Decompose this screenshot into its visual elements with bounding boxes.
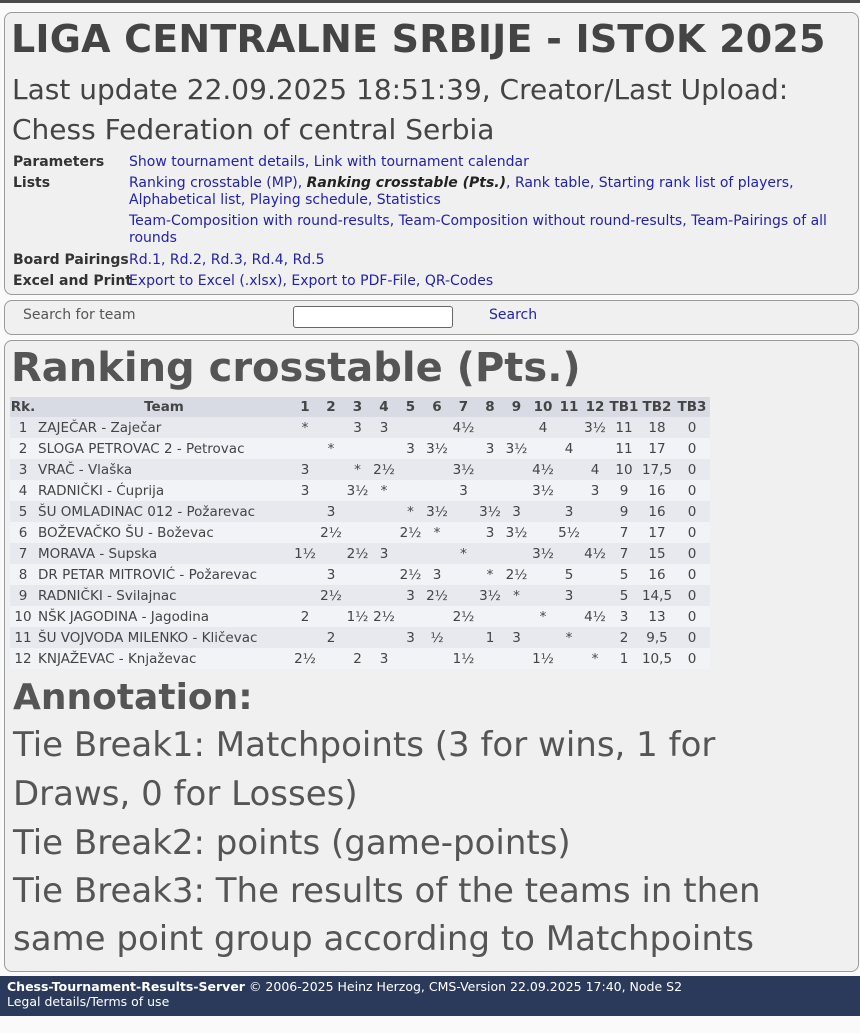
crosstable-header-row (10, 397, 710, 417)
table-row (10, 459, 710, 480)
rank-cell: 7 (10, 543, 36, 564)
result-cell (397, 417, 424, 438)
result-cell (450, 585, 477, 606)
result-cell (397, 606, 424, 627)
link-ranking-crosstable-pts[interactable]: Ranking crosstable (Pts.) (306, 175, 507, 191)
table-row (10, 564, 710, 585)
result-cell: 3 (397, 627, 424, 648)
link-round-1[interactable]: Rd.1 (129, 252, 161, 268)
result-cell (582, 438, 608, 459)
link-ranking-crosstable-mp[interactable]: Ranking crosstable (MP) (129, 175, 298, 191)
result-cell: ½ (424, 627, 450, 648)
result-cell: 3 (556, 501, 582, 522)
top-border (0, 0, 860, 3)
result-cell: * (397, 501, 424, 522)
result-cell: 2 (344, 648, 371, 669)
table-row (10, 543, 710, 564)
result-cell (318, 543, 344, 564)
link-rank-table[interactable]: Rank table (514, 175, 590, 191)
result-cell (477, 606, 503, 627)
tiebreak-cell: 17 (640, 522, 674, 543)
result-cell (424, 543, 450, 564)
result-cell: 3 (292, 459, 318, 480)
link-starting-rank-list[interactable]: Starting rank list of players (598, 175, 790, 191)
result-cell: * (450, 543, 477, 564)
col-header-round: 1 (292, 397, 318, 417)
crosstable-title: Ranking crosstable (Pts.) (11, 345, 581, 391)
result-cell (450, 522, 477, 543)
col-header-team: Team (36, 397, 292, 417)
parameters-label: Parameters (13, 154, 105, 170)
result-cell: 1½ (530, 648, 556, 669)
result-cell (292, 501, 318, 522)
team-name-cell[interactable]: ŠU OMLADINAC 012 - Požarevac (36, 501, 292, 522)
table-row (10, 648, 710, 669)
team-name-cell[interactable]: DR PETAR MITROVIĆ - Požarevac (36, 564, 292, 585)
result-cell (477, 480, 503, 501)
result-cell: * (292, 417, 318, 438)
result-cell (371, 438, 397, 459)
rank-cell: 8 (10, 564, 36, 585)
tournament-header: LIGA CENTRALNE SRBIJE - ISTOK 2025 Last update 22.09.2025 18:51:39, Creator/Last Upload: Chess Federation of central Serbia Parameters Show tournament details, Link with tournament calendar Lists Ranking crosstable (MP), Ranking crosstable (Pts.), Rank table, Starting rank list of players, Alphabetical list, Playing schedule, Statistics Team-Composition with round-results, Team-Composition without round-results, Team-Pairings of all rounds Board Pairings Rd.1, Rd.2, Rd.3, Rd.4, Rd.5 Excel and Print Export to Excel (.xlsx), Export to PDF-File, QR-Codes (4, 12, 859, 295)
team-name-cell[interactable]: BOŽEVAČKO ŠU - Boževac (36, 522, 292, 543)
tiebreak-cell: 5 (608, 585, 640, 606)
table-row (10, 606, 710, 627)
tiebreak-cell: 17 (640, 438, 674, 459)
result-cell (503, 417, 530, 438)
team-name-cell[interactable]: SLOGA PETROVAC 2 - Petrovac (36, 438, 292, 459)
result-cell: * (424, 522, 450, 543)
ranking-crosstable (10, 397, 710, 669)
table-row (10, 480, 710, 501)
tiebreak-cell: 1 (608, 648, 640, 669)
col-header-round: 4 (371, 397, 397, 417)
result-cell: 3½ (424, 438, 450, 459)
result-cell: 3 (477, 522, 503, 543)
result-cell (582, 564, 608, 585)
tiebreak-cell: 0 (674, 543, 710, 564)
result-cell: 3 (424, 564, 450, 585)
result-cell (371, 501, 397, 522)
col-header-round: 12 (582, 397, 608, 417)
team-name-cell[interactable]: MORAVA - Supska (36, 543, 292, 564)
result-cell (371, 585, 397, 606)
result-cell (477, 543, 503, 564)
result-cell (556, 459, 582, 480)
rank-cell: 10 (10, 606, 36, 627)
team-name-cell[interactable]: KNJAŽEVAC - Knjaževac (36, 648, 292, 669)
result-cell: 3½ (503, 438, 530, 459)
link-qr-codes[interactable]: QR-Codes (424, 273, 494, 289)
result-cell: 4 (530, 417, 556, 438)
result-cell (582, 627, 608, 648)
last-update-text: Last update 22.09.2025 18:51:39, Creator/Last Upload: (12, 73, 789, 106)
result-cell (371, 564, 397, 585)
link-export-pdf[interactable]: Export to PDF-File (291, 273, 416, 289)
result-cell (556, 606, 582, 627)
col-header-tb1: TB1 (609, 399, 639, 415)
lists-label: Lists (13, 175, 51, 191)
footer-brand: Chess-Tournament-Results-Server (7, 979, 245, 994)
col-header-round: 5 (397, 397, 424, 417)
tiebreak-cell: 0 (674, 648, 710, 669)
result-cell: 2½ (397, 564, 424, 585)
result-cell (556, 648, 582, 669)
result-cell (344, 564, 371, 585)
tiebreak-cell: 0 (674, 417, 710, 438)
result-cell (344, 627, 371, 648)
result-cell: 3 (318, 564, 344, 585)
col-header-round: 3 (344, 397, 371, 417)
team-name-cell[interactable]: RADNIČKI - Ćuprija (36, 480, 292, 501)
tiebreak-cell: 2 (608, 627, 640, 648)
table-row (10, 627, 710, 648)
link-round-5[interactable]: Rd.5 (292, 252, 325, 268)
result-cell: 2½ (503, 564, 530, 585)
result-cell: 3 (318, 501, 344, 522)
result-cell: 3½ (477, 501, 503, 522)
result-cell: 2½ (424, 585, 450, 606)
result-cell (556, 480, 582, 501)
result-cell: 3 (556, 585, 582, 606)
tiebreak-cell: 11 (608, 417, 640, 438)
result-cell: 2½ (450, 606, 477, 627)
annotation-line: same point group according to Matchpoints (13, 919, 754, 959)
result-cell (530, 585, 556, 606)
result-cell (424, 417, 450, 438)
result-cell: 5½ (556, 522, 582, 543)
tiebreak-cell: 0 (674, 501, 710, 522)
result-cell (450, 501, 477, 522)
result-cell (318, 606, 344, 627)
result-cell: 2½ (344, 543, 371, 564)
result-cell: 3 (450, 480, 477, 501)
result-cell: 4½ (582, 606, 608, 627)
result-cell (503, 480, 530, 501)
annotation-title: Annotation: (13, 677, 253, 718)
result-cell (424, 606, 450, 627)
table-row (10, 501, 710, 522)
result-cell (292, 564, 318, 585)
result-cell (477, 417, 503, 438)
result-cell: 3½ (477, 585, 503, 606)
result-cell (450, 438, 477, 459)
team-name-cell[interactable]: ZAJEČAR - Zaječar (36, 417, 292, 438)
result-cell (318, 480, 344, 501)
result-cell (397, 480, 424, 501)
tiebreak-cell: 9 (608, 501, 640, 522)
tournament-title: LIGA CENTRALNE SRBIJE - ISTOK 2025 (11, 17, 826, 61)
table-row (10, 417, 710, 438)
tiebreak-cell: 16 (640, 564, 674, 585)
tiebreak-cell: 13 (640, 606, 674, 627)
result-cell: * (344, 459, 371, 480)
result-cell: 5 (556, 564, 582, 585)
result-cell (318, 459, 344, 480)
result-cell: 3½ (530, 543, 556, 564)
tiebreak-cell: 0 (674, 564, 710, 585)
result-cell: 3 (477, 438, 503, 459)
result-cell: * (318, 438, 344, 459)
result-cell (397, 648, 424, 669)
result-cell: 3½ (530, 480, 556, 501)
result-cell (318, 648, 344, 669)
result-cell (556, 417, 582, 438)
tiebreak-cell: 16 (640, 501, 674, 522)
creator-text: Chess Federation of central Serbia (12, 113, 495, 146)
link-team-pairings-all-rounds[interactable]: Team-Pairings of all rounds (129, 213, 827, 246)
result-cell (503, 543, 530, 564)
result-cell (371, 627, 397, 648)
result-cell: 3½ (582, 417, 608, 438)
result-cell: 4½ (530, 459, 556, 480)
rank-cell: 12 (10, 648, 36, 669)
team-name-cell[interactable]: RADNIČKI - Svilajnac (36, 585, 292, 606)
result-cell (344, 438, 371, 459)
annotation-line: Tie Break1: Matchpoints (3 for wins, 1 for (13, 725, 716, 765)
result-cell: 3 (582, 480, 608, 501)
col-header-round: 10 (530, 397, 556, 417)
result-cell (344, 501, 371, 522)
result-cell (292, 585, 318, 606)
tiebreak-cell: 15 (640, 543, 674, 564)
result-cell: 1 (477, 627, 503, 648)
result-cell: 3½ (503, 522, 530, 543)
result-cell: 1½ (344, 606, 371, 627)
tiebreak-cell: 0 (674, 522, 710, 543)
result-cell (450, 627, 477, 648)
footer-copyright: © 2006-2025 Heinz Herzog, CMS-Version 22.09.2025 17:40, Node S2 (248, 979, 683, 994)
tiebreak-cell: 0 (674, 438, 710, 459)
result-cell: * (582, 648, 608, 669)
result-cell (530, 438, 556, 459)
rank-cell: 2 (10, 438, 36, 459)
col-header-round: 9 (503, 397, 530, 417)
col-header-rank: Rk. (10, 399, 36, 415)
link-round-3[interactable]: Rd.3 (210, 252, 243, 268)
result-cell: 3 (371, 417, 397, 438)
tiebreak-cell: 0 (674, 627, 710, 648)
team-name-cell[interactable]: VRAČ - Vlaška (36, 459, 292, 480)
col-header-tb2: TB2 (640, 397, 674, 417)
result-cell: * (503, 585, 530, 606)
link-playing-schedule[interactable]: Playing schedule (249, 192, 368, 208)
result-cell (530, 522, 556, 543)
tiebreak-cell: 7 (608, 543, 640, 564)
result-cell: 4½ (582, 543, 608, 564)
result-cell: 4 (582, 459, 608, 480)
result-cell (582, 501, 608, 522)
col-header-tb3: TB3 (674, 397, 710, 417)
result-cell (292, 522, 318, 543)
team-search-bar (4, 300, 859, 335)
result-cell: 3 (503, 627, 530, 648)
link-round-2[interactable]: Rd.2 (169, 252, 202, 268)
team-name-cell[interactable]: NŠK JAGODINA - Jagodina (36, 606, 292, 627)
result-cell: 3 (371, 648, 397, 669)
result-cell (582, 585, 608, 606)
result-cell (344, 522, 371, 543)
result-cell: 2 (292, 606, 318, 627)
tiebreak-cell: 10,5 (640, 648, 674, 669)
result-cell (424, 459, 450, 480)
tiebreak-cell: 0 (674, 459, 710, 480)
link-statistics[interactable]: Statistics (376, 192, 441, 208)
search-input[interactable] (293, 306, 453, 328)
tiebreak-cell: 18 (640, 417, 674, 438)
link-show-tournament-details[interactable]: Show tournament details (129, 154, 305, 170)
table-row (10, 585, 710, 606)
result-cell (397, 459, 424, 480)
col-header-round: 11 (556, 397, 582, 417)
annotation-line: Tie Break2: points (game-points) (13, 823, 571, 863)
result-cell: 2½ (318, 522, 344, 543)
result-cell (318, 417, 344, 438)
result-cell: 3 (397, 585, 424, 606)
col-header-round: 2 (318, 397, 344, 417)
crosstable-panel (4, 340, 859, 972)
result-cell (503, 459, 530, 480)
result-cell: 2½ (318, 585, 344, 606)
tiebreak-cell: 5 (608, 564, 640, 585)
result-cell (424, 480, 450, 501)
rank-cell: 4 (10, 480, 36, 501)
result-cell (530, 501, 556, 522)
result-cell: 2 (318, 627, 344, 648)
result-cell: 2½ (397, 522, 424, 543)
result-cell: 2½ (371, 459, 397, 480)
link-team-composition-with-results[interactable]: Team-Composition with round-results (129, 213, 390, 229)
result-cell (292, 438, 318, 459)
tiebreak-cell: 16 (640, 480, 674, 501)
result-cell (292, 627, 318, 648)
tiebreak-cell: 3 (608, 606, 640, 627)
result-cell: 3½ (450, 459, 477, 480)
tiebreak-cell: 0 (674, 606, 710, 627)
result-cell (582, 522, 608, 543)
link-team-composition-without-results[interactable]: Team-Composition without round-results (398, 213, 683, 229)
search-button[interactable]: Search (489, 307, 538, 323)
tiebreak-cell: 9,5 (640, 627, 674, 648)
result-cell: 3 (371, 543, 397, 564)
result-cell: * (371, 480, 397, 501)
result-cell: 3 (292, 480, 318, 501)
rank-cell: 5 (10, 501, 36, 522)
link-alphabetical-list[interactable]: Alphabetical list (129, 192, 241, 208)
result-cell (344, 585, 371, 606)
result-cell: * (530, 606, 556, 627)
link-tournament-calendar[interactable]: Link with tournament calendar (313, 154, 529, 170)
page-footer (0, 976, 860, 1016)
annotation-line: Tie Break3: The results of the teams in then (13, 871, 761, 911)
result-cell: 3 (503, 501, 530, 522)
footer-legal-link[interactable]: Legal details/Terms of use (7, 994, 170, 1009)
rank-cell: 6 (10, 522, 36, 543)
tiebreak-cell: 7 (608, 522, 640, 543)
search-label: Search for team (23, 307, 136, 323)
result-cell: 1½ (450, 648, 477, 669)
result-cell (530, 627, 556, 648)
rank-cell: 3 (10, 459, 36, 480)
col-header-round: 7 (450, 397, 477, 417)
result-cell: 3½ (344, 480, 371, 501)
tiebreak-cell: 10 (608, 459, 640, 480)
tiebreak-cell: 17,5 (640, 459, 674, 480)
result-cell: 1½ (292, 543, 318, 564)
team-name-cell[interactable]: ŠU VOJVODA MILENKO - Kličevac (36, 627, 292, 648)
result-cell (503, 606, 530, 627)
result-cell (397, 543, 424, 564)
result-cell (424, 648, 450, 669)
tiebreak-cell: 0 (674, 480, 710, 501)
excel-print-label: Excel and Print (13, 273, 132, 289)
link-round-4[interactable]: Rd.4 (251, 252, 284, 268)
result-cell: 3½ (424, 501, 450, 522)
result-cell (530, 564, 556, 585)
tiebreak-cell: 14,5 (640, 585, 674, 606)
crosstable-body (10, 417, 710, 669)
result-cell: 2½ (292, 648, 318, 669)
col-header-round: 8 (477, 397, 503, 417)
result-cell: 3 (344, 417, 371, 438)
tiebreak-cell: 11 (608, 438, 640, 459)
result-cell (503, 648, 530, 669)
result-cell: 3 (397, 438, 424, 459)
result-cell: * (477, 564, 503, 585)
rank-cell: 1 (10, 417, 36, 438)
result-cell: * (556, 627, 582, 648)
rank-cell: 9 (10, 585, 36, 606)
table-row (10, 522, 710, 543)
result-cell: 4 (556, 438, 582, 459)
rank-cell: 11 (10, 627, 36, 648)
board-pairings-label: Board Pairings (13, 252, 129, 268)
result-cell (477, 648, 503, 669)
col-header-round: 6 (424, 397, 450, 417)
result-cell: 4½ (450, 417, 477, 438)
result-cell (556, 543, 582, 564)
table-row (10, 438, 710, 459)
tiebreak-cell: 0 (674, 585, 710, 606)
result-cell (450, 564, 477, 585)
result-cell (371, 522, 397, 543)
tiebreak-cell: 9 (608, 480, 640, 501)
link-export-excel[interactable]: Export to Excel (.xlsx) (129, 273, 283, 289)
annotation-line: Draws, 0 for Losses) (13, 774, 358, 814)
result-cell: 2½ (371, 606, 397, 627)
result-cell (477, 459, 503, 480)
